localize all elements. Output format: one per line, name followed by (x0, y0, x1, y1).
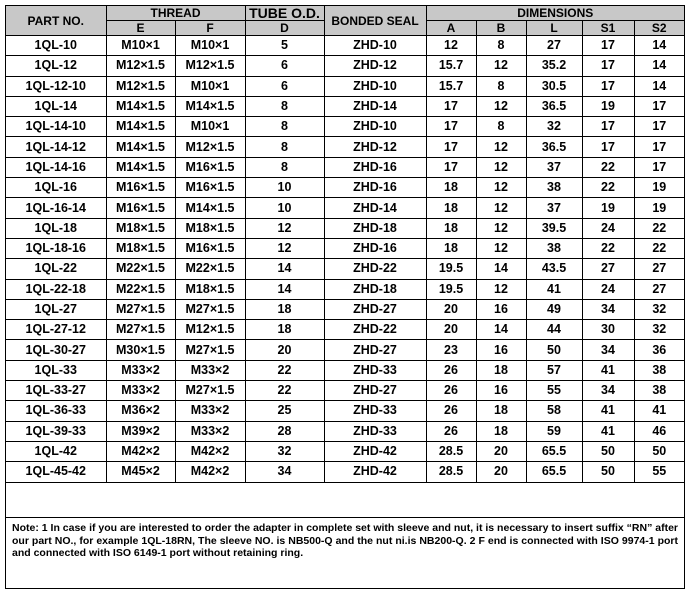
cell-thread-f: M42×2 (175, 441, 245, 461)
cell-dim-l: 32 (526, 117, 582, 137)
cell-dim-l: 39.5 (526, 218, 582, 238)
cell-dim-l: 43.5 (526, 259, 582, 279)
cell-tube-od: 10 (245, 198, 324, 218)
cell-dim-s2: 32 (634, 299, 684, 319)
cell-dim-a: 17 (426, 117, 476, 137)
header-part-no: PART NO. (6, 6, 106, 36)
cell-dim-s1: 24 (582, 218, 634, 238)
header-bonded-seal: BONDED SEAL (324, 6, 426, 36)
cell-dim-l: 49 (526, 299, 582, 319)
cell-dim-l: 41 (526, 279, 582, 299)
cell-thread-f: M10×1 (175, 76, 245, 96)
cell-dim-l: 27 (526, 36, 582, 56)
cell-dim-l: 65.5 (526, 462, 582, 482)
cell-dim-b: 16 (476, 340, 526, 360)
cell-part-no: 1QL-22 (6, 259, 106, 279)
cell-part-no: 1QL-33-27 (6, 381, 106, 401)
cell-thread-e: M12×1.5 (106, 76, 175, 96)
cell-part-no: 1QL-27 (6, 299, 106, 319)
cell-dim-b: 14 (476, 320, 526, 340)
cell-dim-b: 12 (476, 238, 526, 258)
cell-thread-e: M16×1.5 (106, 178, 175, 198)
cell-bonded-seal: ZHD-33 (324, 401, 426, 421)
cell-thread-f: M42×2 (175, 462, 245, 482)
cell-thread-f: M10×1 (175, 36, 245, 56)
cell-thread-e: M27×1.5 (106, 299, 175, 319)
cell-tube-od: 18 (245, 299, 324, 319)
table-row (6, 198, 684, 218)
cell-part-no: 1QL-12 (6, 56, 106, 76)
cell-part-no: 1QL-42 (6, 441, 106, 461)
cell-thread-f: M27×1.5 (175, 381, 245, 401)
parts-table (6, 6, 684, 483)
cell-dim-s2: 14 (634, 36, 684, 56)
cell-dim-l: 35.2 (526, 56, 582, 76)
cell-tube-od: 28 (245, 421, 324, 441)
cell-dim-l: 55 (526, 381, 582, 401)
cell-dim-a: 18 (426, 238, 476, 258)
cell-thread-f: M18×1.5 (175, 279, 245, 299)
cell-dim-a: 19.5 (426, 279, 476, 299)
cell-dim-b: 8 (476, 117, 526, 137)
cell-dim-s2: 22 (634, 218, 684, 238)
cell-dim-a: 17 (426, 96, 476, 116)
cell-dim-b: 12 (476, 198, 526, 218)
cell-bonded-seal: ZHD-27 (324, 381, 426, 401)
cell-dim-l: 37 (526, 157, 582, 177)
cell-dim-l: 50 (526, 340, 582, 360)
cell-dim-l: 58 (526, 401, 582, 421)
cell-part-no: 1QL-14 (6, 96, 106, 116)
table-header (6, 6, 684, 36)
cell-part-no: 1QL-10 (6, 36, 106, 56)
cell-part-no: 1QL-12-10 (6, 76, 106, 96)
cell-bonded-seal: ZHD-27 (324, 299, 426, 319)
table-row (6, 178, 684, 198)
cell-dim-a: 26 (426, 381, 476, 401)
table-row (6, 462, 684, 482)
cell-dim-b: 12 (476, 96, 526, 116)
table-row (6, 421, 684, 441)
cell-dim-a: 28.5 (426, 441, 476, 461)
cell-part-no: 1QL-14-16 (6, 157, 106, 177)
cell-dim-s2: 41 (634, 401, 684, 421)
cell-thread-f: M33×2 (175, 360, 245, 380)
cell-dim-s2: 27 (634, 259, 684, 279)
cell-tube-od: 5 (245, 36, 324, 56)
cell-dim-s1: 34 (582, 381, 634, 401)
cell-dim-s1: 50 (582, 462, 634, 482)
cell-dim-b: 12 (476, 178, 526, 198)
table-row (6, 137, 684, 157)
cell-dim-a: 26 (426, 401, 476, 421)
cell-dim-l: 36.5 (526, 96, 582, 116)
cell-dim-a: 19.5 (426, 259, 476, 279)
cell-bonded-seal: ZHD-33 (324, 421, 426, 441)
cell-bonded-seal: ZHD-10 (324, 76, 426, 96)
cell-thread-e: M22×1.5 (106, 279, 175, 299)
cell-tube-od: 18 (245, 320, 324, 340)
cell-part-no: 1QL-27-12 (6, 320, 106, 340)
cell-part-no: 1QL-33 (6, 360, 106, 380)
header-dim-s1: S1 (582, 21, 634, 36)
cell-part-no: 1QL-22-18 (6, 279, 106, 299)
cell-bonded-seal: ZHD-22 (324, 320, 426, 340)
cell-dim-a: 12 (426, 36, 476, 56)
cell-dim-s1: 34 (582, 340, 634, 360)
table-row (6, 56, 684, 76)
cell-dim-l: 65.5 (526, 441, 582, 461)
table-row (6, 360, 684, 380)
cell-dim-s1: 41 (582, 360, 634, 380)
cell-bonded-seal: ZHD-12 (324, 137, 426, 157)
table-row (6, 76, 684, 96)
cell-tube-od: 20 (245, 340, 324, 360)
header-dim-s2: S2 (634, 21, 684, 36)
cell-dim-a: 15.7 (426, 76, 476, 96)
cell-dim-s1: 34 (582, 299, 634, 319)
cell-bonded-seal: ZHD-33 (324, 360, 426, 380)
header-dim-a: A (426, 21, 476, 36)
header-tube-od: TUBE O.D. (245, 6, 324, 21)
cell-dim-s1: 17 (582, 56, 634, 76)
cell-dim-s2: 38 (634, 381, 684, 401)
cell-thread-f: M14×1.5 (175, 198, 245, 218)
cell-dim-s2: 55 (634, 462, 684, 482)
cell-tube-od: 8 (245, 137, 324, 157)
cell-thread-f: M14×1.5 (175, 96, 245, 116)
cell-thread-f: M16×1.5 (175, 157, 245, 177)
cell-dim-s1: 17 (582, 76, 634, 96)
header-dimensions: DIMENSIONS (426, 6, 684, 21)
cell-dim-l: 38 (526, 238, 582, 258)
cell-dim-s2: 17 (634, 117, 684, 137)
cell-dim-a: 18 (426, 198, 476, 218)
cell-thread-e: M10×1 (106, 36, 175, 56)
cell-bonded-seal: ZHD-42 (324, 441, 426, 461)
cell-bonded-seal: ZHD-42 (324, 462, 426, 482)
cell-dim-l: 36.5 (526, 137, 582, 157)
cell-dim-a: 18 (426, 218, 476, 238)
cell-tube-od: 8 (245, 157, 324, 177)
cell-dim-b: 12 (476, 157, 526, 177)
cell-bonded-seal: ZHD-18 (324, 279, 426, 299)
cell-dim-b: 20 (476, 441, 526, 461)
table-row (6, 320, 684, 340)
cell-thread-e: M36×2 (106, 401, 175, 421)
cell-dim-l: 37 (526, 198, 582, 218)
table-row (6, 218, 684, 238)
cell-dim-s1: 50 (582, 441, 634, 461)
cell-dim-s2: 36 (634, 340, 684, 360)
cell-thread-e: M14×1.5 (106, 96, 175, 116)
cell-dim-b: 8 (476, 76, 526, 96)
cell-dim-s2: 17 (634, 157, 684, 177)
cell-thread-f: M33×2 (175, 401, 245, 421)
table-row (6, 96, 684, 116)
cell-thread-f: M27×1.5 (175, 299, 245, 319)
cell-dim-s1: 19 (582, 96, 634, 116)
cell-bonded-seal: ZHD-14 (324, 198, 426, 218)
cell-dim-b: 14 (476, 259, 526, 279)
cell-thread-f: M10×1 (175, 117, 245, 137)
cell-thread-e: M45×2 (106, 462, 175, 482)
header-thread: THREAD (106, 6, 245, 21)
cell-thread-f: M16×1.5 (175, 178, 245, 198)
table-row (6, 238, 684, 258)
cell-bonded-seal: ZHD-27 (324, 340, 426, 360)
cell-thread-f: M12×1.5 (175, 56, 245, 76)
table-body (6, 36, 684, 483)
cell-dim-s2: 17 (634, 96, 684, 116)
cell-dim-b: 12 (476, 279, 526, 299)
cell-thread-e: M42×2 (106, 441, 175, 461)
cell-dim-b: 18 (476, 401, 526, 421)
cell-dim-s1: 41 (582, 421, 634, 441)
cell-bonded-seal: ZHD-16 (324, 157, 426, 177)
cell-thread-f: M27×1.5 (175, 340, 245, 360)
cell-bonded-seal: ZHD-18 (324, 218, 426, 238)
cell-thread-f: M12×1.5 (175, 137, 245, 157)
cell-thread-e: M14×1.5 (106, 137, 175, 157)
cell-dim-b: 20 (476, 462, 526, 482)
cell-dim-s2: 32 (634, 320, 684, 340)
cell-dim-s2: 19 (634, 198, 684, 218)
cell-part-no: 1QL-14-10 (6, 117, 106, 137)
cell-bonded-seal: ZHD-16 (324, 178, 426, 198)
cell-tube-od: 6 (245, 56, 324, 76)
cell-dim-b: 18 (476, 360, 526, 380)
cell-dim-s2: 50 (634, 441, 684, 461)
cell-dim-l: 44 (526, 320, 582, 340)
cell-tube-od: 12 (245, 238, 324, 258)
cell-part-no: 1QL-16 (6, 178, 106, 198)
cell-dim-a: 17 (426, 137, 476, 157)
header-dim-l: L (526, 21, 582, 36)
cell-dim-b: 12 (476, 56, 526, 76)
header-thread-f: F (175, 21, 245, 36)
cell-thread-e: M30×1.5 (106, 340, 175, 360)
cell-tube-od: 6 (245, 76, 324, 96)
cell-dim-s2: 22 (634, 238, 684, 258)
cell-dim-a: 28.5 (426, 462, 476, 482)
cell-thread-f: M12×1.5 (175, 320, 245, 340)
cell-tube-od: 8 (245, 96, 324, 116)
footnote: Note: 1 In case if you are interested to order the adapter in complete set with sleeve and nut, it is necessary to insert suffix “RN” after our part NO., for example 1QL-18RN, The sleeve NO. is NB500-Q and the nut ni.is NB200-Q. 2 F end is connected with ISO 9974-1 port and connected with ISO 6149-1 port without retaining ring. (6, 517, 684, 560)
cell-dim-s1: 41 (582, 401, 634, 421)
table-row (6, 299, 684, 319)
cell-thread-f: M33×2 (175, 421, 245, 441)
cell-part-no: 1QL-16-14 (6, 198, 106, 218)
cell-dim-a: 20 (426, 299, 476, 319)
header-thread-e: E (106, 21, 175, 36)
cell-tube-od: 34 (245, 462, 324, 482)
cell-dim-s2: 14 (634, 76, 684, 96)
cell-part-no: 1QL-45-42 (6, 462, 106, 482)
cell-bonded-seal: ZHD-12 (324, 56, 426, 76)
cell-tube-od: 12 (245, 218, 324, 238)
cell-dim-b: 8 (476, 36, 526, 56)
cell-dim-l: 59 (526, 421, 582, 441)
cell-dim-s1: 22 (582, 157, 634, 177)
table-row (6, 401, 684, 421)
cell-tube-od: 25 (245, 401, 324, 421)
cell-tube-od: 22 (245, 360, 324, 380)
cell-thread-e: M16×1.5 (106, 198, 175, 218)
cell-part-no: 1QL-18-16 (6, 238, 106, 258)
cell-part-no: 1QL-36-33 (6, 401, 106, 421)
table-row (6, 381, 684, 401)
table-row (6, 36, 684, 56)
cell-dim-a: 17 (426, 157, 476, 177)
header-dim-b: B (476, 21, 526, 36)
cell-dim-s1: 17 (582, 36, 634, 56)
cell-thread-f: M18×1.5 (175, 218, 245, 238)
cell-dim-s1: 19 (582, 198, 634, 218)
cell-dim-a: 18 (426, 178, 476, 198)
cell-thread-e: M22×1.5 (106, 259, 175, 279)
cell-thread-e: M12×1.5 (106, 56, 175, 76)
cell-dim-s2: 19 (634, 178, 684, 198)
header-tube-od-d: D (245, 21, 324, 36)
cell-tube-od: 14 (245, 259, 324, 279)
cell-part-no: 1QL-18 (6, 218, 106, 238)
cell-dim-a: 26 (426, 360, 476, 380)
table-row (6, 259, 684, 279)
cell-dim-s1: 17 (582, 117, 634, 137)
cell-tube-od: 10 (245, 178, 324, 198)
table-row (6, 441, 684, 461)
table-row (6, 157, 684, 177)
table-row (6, 117, 684, 137)
cell-tube-od: 32 (245, 441, 324, 461)
cell-dim-a: 23 (426, 340, 476, 360)
cell-thread-e: M18×1.5 (106, 238, 175, 258)
cell-dim-a: 20 (426, 320, 476, 340)
cell-dim-b: 12 (476, 218, 526, 238)
cell-dim-l: 30.5 (526, 76, 582, 96)
cell-dim-s2: 38 (634, 360, 684, 380)
cell-dim-s1: 30 (582, 320, 634, 340)
cell-bonded-seal: ZHD-10 (324, 36, 426, 56)
cell-thread-e: M33×2 (106, 381, 175, 401)
cell-dim-b: 12 (476, 137, 526, 157)
cell-part-no: 1QL-39-33 (6, 421, 106, 441)
cell-bonded-seal: ZHD-22 (324, 259, 426, 279)
cell-dim-l: 57 (526, 360, 582, 380)
cell-dim-s2: 46 (634, 421, 684, 441)
cell-dim-a: 15.7 (426, 56, 476, 76)
cell-dim-s1: 17 (582, 137, 634, 157)
cell-thread-e: M27×1.5 (106, 320, 175, 340)
cell-dim-s1: 22 (582, 238, 634, 258)
cell-dim-s2: 14 (634, 56, 684, 76)
cell-dim-s1: 22 (582, 178, 634, 198)
cell-thread-e: M33×2 (106, 360, 175, 380)
cell-bonded-seal: ZHD-16 (324, 238, 426, 258)
cell-tube-od: 8 (245, 117, 324, 137)
cell-dim-b: 16 (476, 299, 526, 319)
cell-thread-e: M18×1.5 (106, 218, 175, 238)
table-row (6, 279, 684, 299)
parts-spec-sheet (5, 5, 685, 589)
cell-thread-f: M16×1.5 (175, 238, 245, 258)
cell-thread-e: M14×1.5 (106, 117, 175, 137)
cell-thread-e: M39×2 (106, 421, 175, 441)
table-row (6, 340, 684, 360)
cell-dim-b: 18 (476, 421, 526, 441)
cell-part-no: 1QL-14-12 (6, 137, 106, 157)
cell-bonded-seal: ZHD-14 (324, 96, 426, 116)
cell-dim-a: 26 (426, 421, 476, 441)
cell-dim-s2: 17 (634, 137, 684, 157)
cell-tube-od: 14 (245, 279, 324, 299)
cell-part-no: 1QL-30-27 (6, 340, 106, 360)
cell-dim-b: 16 (476, 381, 526, 401)
cell-tube-od: 22 (245, 381, 324, 401)
cell-bonded-seal: ZHD-10 (324, 117, 426, 137)
cell-thread-f: M22×1.5 (175, 259, 245, 279)
cell-dim-s1: 24 (582, 279, 634, 299)
cell-dim-s2: 27 (634, 279, 684, 299)
cell-dim-s1: 27 (582, 259, 634, 279)
cell-thread-e: M14×1.5 (106, 157, 175, 177)
cell-dim-l: 38 (526, 178, 582, 198)
